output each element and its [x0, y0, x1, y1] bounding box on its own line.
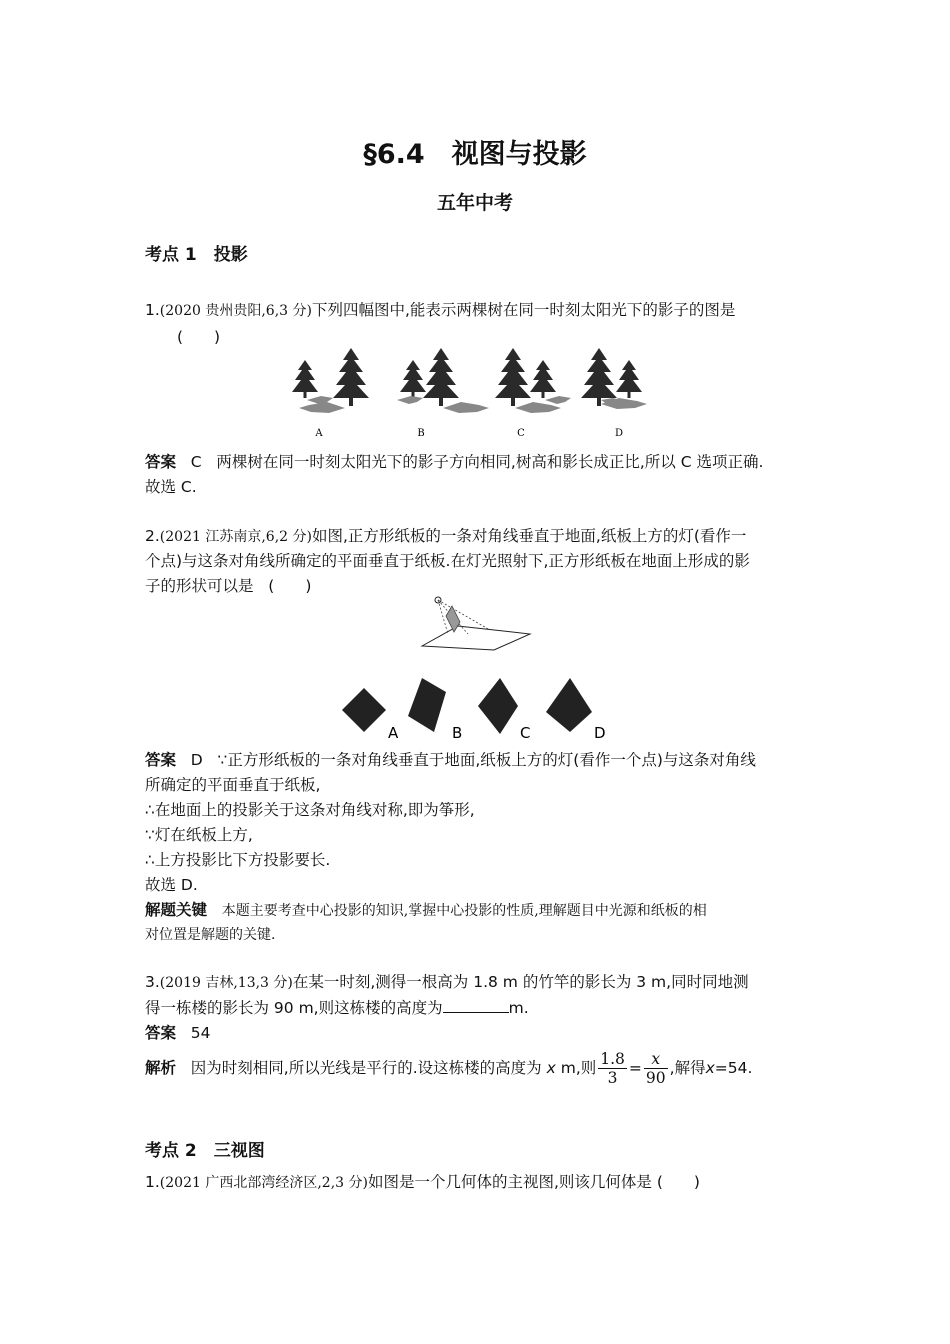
q2-paren: ( )	[268, 577, 312, 595]
q3-equals: =	[628, 1059, 642, 1077]
frac1-num: 1.8	[600, 1050, 625, 1068]
q3-text-1: 在某一时刻,测得一根高为 1.8 m 的竹竿的影长为 3 m,同时同地测	[292, 973, 749, 991]
q3-var-x: x	[546, 1059, 556, 1077]
q1-explanation: 两棵树在同一时刻太阳光下的影子方向相同,树高和影长成正比,所以 C 选项正确.	[216, 453, 764, 471]
page-title: §6.4 视图与投影	[363, 139, 587, 170]
q3-analysis-b: m,则	[560, 1059, 597, 1077]
shape-c	[478, 678, 518, 734]
q3-text-2a: 得一栋楼的影长为 90 m,则这栋楼的高度为	[145, 999, 443, 1017]
q2-text-3: 子的形状可以是	[145, 577, 254, 595]
q3-fraction-2	[644, 1050, 668, 1087]
s2q1-source: (2021 广西北部湾经济区,2,3 分)	[159, 1175, 368, 1191]
tree-label-d: D	[614, 428, 624, 439]
s2q1-number: 1.	[145, 1173, 160, 1191]
q1-number: 1.	[145, 301, 160, 319]
q2-text-1: 如图,正方形纸板的一条对角线垂直于地面,纸板上方的灯(看作一	[311, 527, 747, 545]
s2q1-paren: ( )	[656, 1173, 700, 1191]
q3-answer-label: 答案	[145, 1024, 177, 1042]
section-heading-projection: 考点 1 投影	[145, 245, 248, 265]
q3-source: (2019 吉林,13,3 分)	[159, 975, 293, 991]
q2-line3	[145, 574, 311, 599]
q3-line2	[145, 996, 529, 1021]
q1-stem	[145, 298, 735, 324]
q2-conclusion: 故选 D.	[145, 876, 198, 894]
s2q1-stem	[145, 1170, 700, 1196]
q2-key-label: 解题关键	[145, 901, 208, 919]
q1-answer-label: 答案	[145, 453, 177, 471]
q3-fraction-1	[598, 1050, 627, 1087]
shape-a	[342, 688, 386, 732]
option-label-d: D	[594, 724, 606, 742]
q1-answer-value: C	[190, 453, 202, 471]
option-label-a: A	[388, 724, 399, 742]
frac2-den: 90	[645, 1069, 666, 1087]
q1-text: 下列四幅图中,能表示两棵树在同一时刻太阳光下的影子的图是	[311, 301, 736, 319]
tree-figure-a	[292, 348, 369, 413]
q2-answer-label: 答案	[145, 751, 177, 769]
q1-answer	[145, 450, 763, 475]
q2-key-line1	[145, 898, 707, 924]
q2-exp-2: 所确定的平面垂直于纸板,	[145, 776, 321, 794]
q3-analysis-label: 解析	[145, 1059, 177, 1077]
q3-answer	[145, 1021, 211, 1046]
q2-answer-value: D	[190, 751, 203, 769]
tree-figure-d	[581, 348, 647, 409]
q3-line1	[145, 970, 749, 996]
q3-number: 3.	[145, 973, 160, 991]
q2-lamp-figure	[418, 594, 534, 652]
q2-key-line2: 对位置是解题的关键.	[145, 927, 276, 943]
shape-d	[546, 678, 592, 732]
frac2-num: x	[644, 1050, 668, 1069]
q3-answer-value: 54	[190, 1024, 211, 1042]
option-label-c: C	[520, 724, 531, 742]
q3-answer-blank[interactable]	[443, 998, 509, 1013]
q2-exp-3: ∴在地面上的投影关于这条对角线对称,即为筝形,	[145, 801, 475, 819]
q2-exp-5: ∴上方投影比下方投影要长.	[145, 851, 331, 869]
q1-conclusion: 故选 C.	[145, 478, 197, 496]
q2-exp-4: ∵灯在纸板上方,	[145, 826, 253, 844]
q2-number: 2.	[145, 527, 160, 545]
q1-paren: ( )	[177, 328, 221, 346]
q2-options-figure	[340, 676, 612, 742]
q3-result: =54.	[714, 1059, 753, 1077]
q2-line1	[145, 524, 746, 550]
q2-key-text-1: 本题主要考查中心投影的知识,掌握中心投影的性质,理解题目中光源和纸板的相	[221, 903, 707, 919]
s2q1-text: 如图是一个几何体的主视图,则该几何体是	[367, 1173, 652, 1191]
tree-label-a: A	[315, 428, 323, 439]
shape-b	[408, 678, 446, 732]
q3-analysis-a: 因为时刻相同,所以光线是平行的.设这栋楼的高度为	[190, 1059, 542, 1077]
q3-analysis-c: ,解得	[669, 1059, 706, 1077]
tree-label-c: C	[517, 428, 525, 439]
tree-label-b: B	[417, 428, 425, 439]
q2-source: (2021 江苏南京,6,2 分)	[159, 529, 312, 545]
q2-answer	[145, 748, 756, 773]
q1-source: (2020 贵州贵阳,6,3 分)	[159, 303, 312, 319]
q1-trees-figure	[285, 342, 665, 442]
page-subtitle: 五年中考	[436, 192, 513, 214]
q2-line2: 个点)与这条对角线所确定的平面垂直于纸板.在灯光照射下,正方形纸板在地面上形成的影	[145, 552, 750, 570]
frac1-den: 3	[607, 1069, 618, 1087]
q3-analysis	[145, 1050, 752, 1087]
section-heading-three-views: 考点 2 三视图	[145, 1141, 265, 1161]
tree-figure-c	[495, 348, 571, 413]
q3-var-x-2: x	[705, 1059, 715, 1077]
option-label-b: B	[452, 724, 463, 742]
tree-figure-b	[397, 348, 489, 413]
q2-exp-1: ∵正方形纸板的一条对角线垂直于地面,纸板上方的灯(看作一个点)与这条对角线	[217, 751, 756, 769]
q3-text-2b: m.	[508, 999, 529, 1017]
